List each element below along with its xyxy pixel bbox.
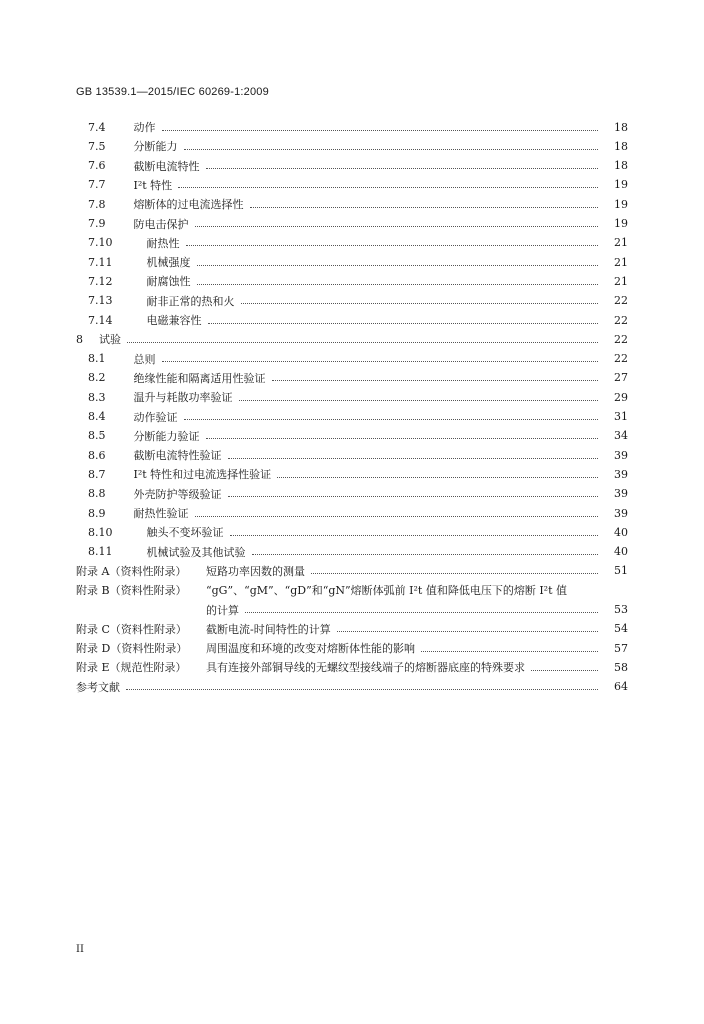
toc-entry-number: 8.10 bbox=[88, 525, 113, 539]
toc-entry[interactable] bbox=[0, 158, 704, 174]
toc-entry-number: 8 bbox=[76, 332, 83, 346]
toc-entry[interactable] bbox=[0, 466, 704, 482]
toc-entry[interactable] bbox=[0, 505, 704, 521]
toc-leader-dots bbox=[531, 670, 598, 671]
toc-leader-dots bbox=[421, 651, 598, 652]
toc-leader-dots bbox=[195, 226, 599, 227]
toc-entry-number: 8.7 bbox=[88, 467, 106, 481]
toc-entry-title: 耐热性 bbox=[146, 236, 180, 250]
toc-entry-title: 电磁兼容性 bbox=[146, 314, 202, 327]
toc-entry[interactable] bbox=[0, 119, 704, 135]
toc-entry-title: 熔断体的过电流选择性 bbox=[133, 198, 244, 212]
toc-entry-number: 附录 B（资料性附录） bbox=[76, 584, 187, 598]
toc-entry-page: 22 bbox=[614, 352, 628, 366]
toc-entry-number: 附录 D（资料性附录） bbox=[76, 642, 188, 656]
toc-entry[interactable] bbox=[0, 640, 704, 656]
toc-entry-title: 截断电流-时间特性的计算 bbox=[206, 622, 331, 636]
toc-entry-page: 21 bbox=[614, 236, 628, 250]
toc-entry-title: “gG”、“gM”、“gD”和“gN”熔断体弧前 I²t 值和降低电压下的熔断 I²t 值 bbox=[206, 584, 567, 598]
toc-leader-dots bbox=[178, 187, 598, 188]
toc-entry-page: 39 bbox=[614, 506, 628, 520]
toc-entry-page: 22 bbox=[614, 313, 628, 327]
toc-leader-dots bbox=[228, 458, 599, 459]
toc-entry-number: 8.8 bbox=[88, 487, 106, 501]
toc-entry-title: 防电击保护 bbox=[133, 217, 189, 231]
toc-leader-dots bbox=[184, 149, 599, 150]
toc-entry-title: 耐腐蚀性 bbox=[146, 275, 191, 289]
toc-entry-title: 动作 bbox=[133, 121, 156, 134]
toc-entry-number: 7.9 bbox=[88, 217, 106, 230]
toc-entry-number: 7.10 bbox=[88, 236, 113, 250]
toc-leader-dots bbox=[208, 323, 599, 324]
toc-entry-page: 21 bbox=[614, 255, 628, 269]
toc-entry[interactable] bbox=[0, 447, 704, 463]
toc-entry-title: 截断电流特性验证 bbox=[133, 449, 222, 463]
toc-entry-title: 总则 bbox=[133, 352, 156, 366]
toc-entry-title: 分断能力验证 bbox=[133, 429, 200, 443]
toc-leader-dots bbox=[241, 303, 599, 304]
toc-entry-title: 温升与耗散功率验证 bbox=[133, 391, 233, 405]
toc-entry-page: 34 bbox=[614, 429, 628, 443]
toc-leader-dots bbox=[197, 284, 599, 285]
toc-entry-page: 29 bbox=[614, 390, 628, 404]
toc-leader-dots bbox=[184, 419, 599, 420]
toc-entry-number: 8.11 bbox=[88, 545, 113, 559]
toc-leader-dots bbox=[127, 342, 598, 343]
toc-entry-number: 7.4 bbox=[88, 120, 106, 134]
toc-entry[interactable] bbox=[0, 196, 704, 212]
toc-leader-dots bbox=[126, 689, 598, 690]
toc-entry[interactable] bbox=[0, 409, 704, 425]
toc-entry[interactable] bbox=[0, 235, 704, 251]
toc-entry-title: 触头不变坏验证 bbox=[146, 526, 224, 540]
toc-leader-dots bbox=[195, 516, 599, 517]
toc-entry-number: 8.4 bbox=[88, 410, 106, 423]
toc-entry-number: 7.12 bbox=[88, 274, 113, 288]
toc-entry-page: 64 bbox=[614, 680, 628, 694]
toc-entry[interactable] bbox=[0, 582, 704, 598]
toc-entry-page: 22 bbox=[614, 294, 628, 308]
toc-leader-dots bbox=[252, 554, 599, 555]
toc-leader-dots bbox=[162, 361, 599, 362]
toc-entry-page: 39 bbox=[614, 487, 628, 501]
toc-entry-page: 57 bbox=[614, 641, 628, 655]
page-number: II bbox=[76, 944, 84, 955]
toc-entry-page: 39 bbox=[614, 467, 628, 481]
toc-entry[interactable] bbox=[0, 312, 704, 328]
toc-entry-number: 8.5 bbox=[88, 429, 106, 443]
toc-entry-page: 40 bbox=[614, 525, 628, 539]
toc-leader-dots bbox=[228, 496, 599, 497]
toc-leader-dots bbox=[206, 168, 599, 169]
toc-entry-number: 8.1 bbox=[88, 352, 106, 366]
toc-entry[interactable] bbox=[0, 428, 704, 444]
toc-entry[interactable] bbox=[0, 659, 704, 675]
toc-entry[interactable] bbox=[0, 177, 704, 193]
toc-entry-page: 19 bbox=[614, 178, 628, 192]
toc-leader-dots bbox=[272, 380, 599, 381]
toc-leader-dots bbox=[311, 573, 598, 574]
toc-leader-dots bbox=[230, 535, 599, 536]
toc-entry-number: 附录 E（规范性附录） bbox=[76, 661, 187, 675]
toc-leader-dots bbox=[239, 400, 599, 401]
toc-entry[interactable] bbox=[0, 138, 704, 154]
toc-entry-title: 外壳防护等级验证 bbox=[133, 487, 222, 501]
toc-entry[interactable] bbox=[0, 486, 704, 502]
toc-leader-dots bbox=[250, 207, 599, 208]
toc-entry[interactable] bbox=[0, 389, 704, 405]
toc-entry[interactable] bbox=[0, 216, 704, 232]
toc-entry[interactable] bbox=[0, 621, 704, 637]
toc-entry-number: 7.6 bbox=[88, 159, 106, 173]
toc-entry[interactable] bbox=[0, 254, 704, 270]
toc-entry-title: 周围温度和环境的改变对熔断体性能的影响 bbox=[206, 642, 415, 656]
toc-entry-title: 耐非正常的热和火 bbox=[146, 294, 235, 308]
toc-entry[interactable] bbox=[0, 524, 704, 540]
toc-entry-title: 动作验证 bbox=[133, 410, 178, 424]
toc-entry-number: 附录 C（资料性附录） bbox=[76, 622, 187, 636]
toc-entry-title: 分断能力 bbox=[133, 140, 178, 154]
toc-entry-title: 具有连接外部铜导线的无螺纹型接线端子的熔断器底座的特殊要求 bbox=[206, 661, 525, 675]
toc-leader-dots bbox=[197, 265, 599, 266]
toc-entry-title: I²t 特性 bbox=[133, 178, 173, 192]
toc-entry-page: 18 bbox=[614, 120, 628, 134]
toc-entry-number: 7.11 bbox=[88, 255, 113, 269]
toc-entry-page: 58 bbox=[614, 660, 628, 674]
toc-entry-page: 53 bbox=[614, 603, 628, 616]
toc-entry[interactable] bbox=[0, 293, 704, 309]
toc-entry-title: I²t 特性和过电流选择性验证 bbox=[133, 468, 272, 482]
toc-leader-dots bbox=[186, 245, 599, 246]
toc-entry[interactable] bbox=[0, 351, 704, 367]
toc-entry-page: 18 bbox=[614, 139, 628, 153]
toc-leader-dots bbox=[277, 477, 598, 478]
toc-entry-page: 19 bbox=[614, 197, 628, 211]
toc-entry-page: 21 bbox=[614, 274, 628, 288]
toc-entry-number: 8.3 bbox=[88, 390, 106, 404]
toc-entry-title: 耐热性验证 bbox=[133, 507, 189, 520]
toc-entry-title: 截断电流特性 bbox=[133, 159, 200, 173]
toc-entry[interactable] bbox=[0, 563, 704, 579]
toc-entry[interactable] bbox=[0, 544, 704, 560]
toc-entry-number: 参考文献 bbox=[76, 680, 120, 694]
toc-entry-number: 附录 A（资料性附录） bbox=[76, 564, 187, 578]
toc-entry-page: 31 bbox=[614, 410, 628, 423]
toc-entry-number: 7.8 bbox=[88, 197, 106, 211]
toc-entry-page: 22 bbox=[614, 332, 628, 346]
toc-entry[interactable] bbox=[0, 331, 704, 347]
toc-entry-page: 27 bbox=[614, 371, 628, 385]
toc-entry-page: 18 bbox=[614, 159, 628, 173]
toc-entry-page: 19 bbox=[614, 217, 628, 230]
toc-entry-page: 40 bbox=[614, 545, 628, 559]
toc-entry-title: 绝缘性能和隔离适用性验证 bbox=[133, 371, 266, 385]
toc-entry-title: 的计算 bbox=[206, 603, 239, 617]
toc-entry-number: 7.7 bbox=[88, 178, 106, 192]
toc-entry[interactable] bbox=[0, 273, 704, 289]
toc-leader-dots bbox=[245, 612, 598, 613]
toc-entry-number: 8.6 bbox=[88, 448, 106, 462]
toc-entry-page: 39 bbox=[614, 448, 628, 462]
toc-entry[interactable] bbox=[0, 602, 704, 618]
toc-leader-dots bbox=[206, 438, 599, 439]
toc-entry-title: 试验 bbox=[99, 333, 121, 347]
toc-entry-number: 8.9 bbox=[88, 506, 106, 520]
toc-entry-title: 短路功率因数的测量 bbox=[206, 564, 305, 578]
toc-entry[interactable] bbox=[0, 370, 704, 386]
toc-entry-page: 51 bbox=[614, 564, 628, 578]
toc-leader-dots bbox=[162, 130, 599, 131]
toc-entry[interactable] bbox=[0, 679, 704, 695]
toc-leader-dots bbox=[337, 631, 598, 632]
toc-entry-page: 54 bbox=[614, 622, 628, 636]
toc-entry-title: 机械强度 bbox=[146, 256, 191, 270]
toc-entry-number: 7.5 bbox=[88, 139, 106, 153]
toc-entry-number: 7.13 bbox=[88, 294, 113, 308]
page-header: GB 13539.1—2015/IEC 60269-1:2009 bbox=[76, 86, 269, 98]
toc-entry-title: 机械试验及其他试验 bbox=[146, 545, 246, 559]
toc-entry-number: 8.2 bbox=[88, 371, 106, 385]
toc-entry-number: 7.14 bbox=[88, 313, 113, 327]
